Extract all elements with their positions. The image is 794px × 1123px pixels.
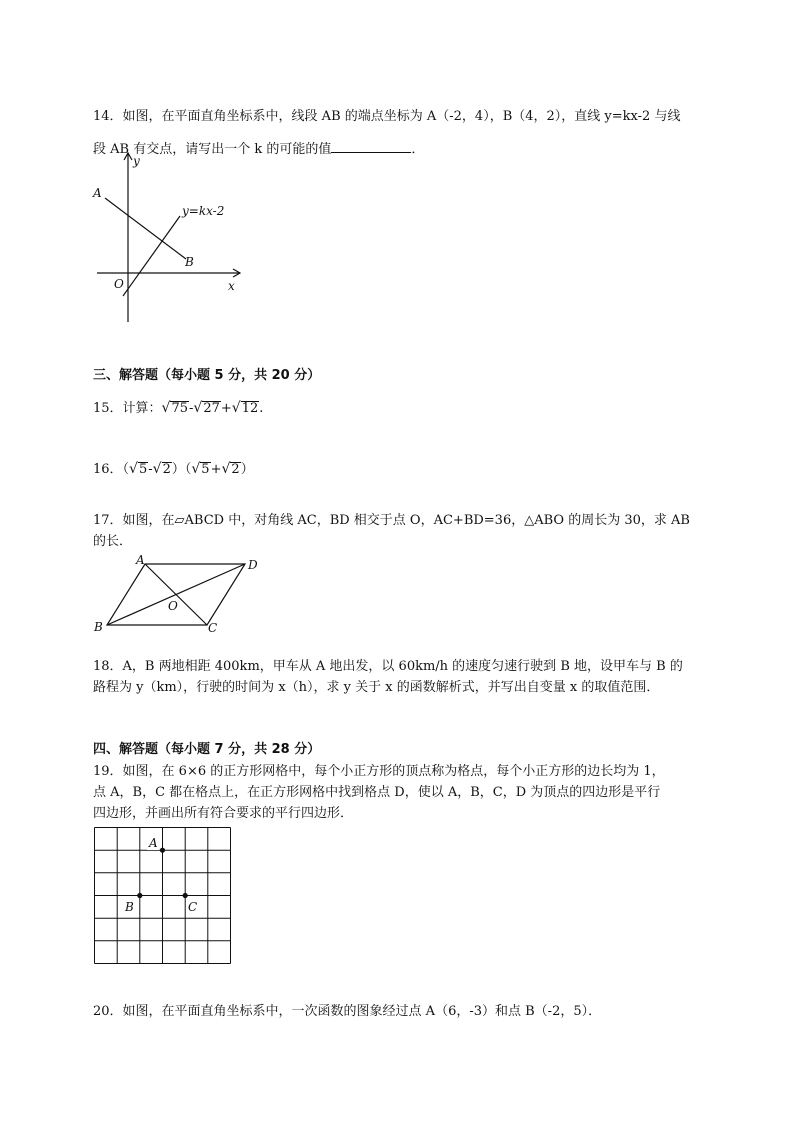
label-x: x bbox=[228, 279, 235, 293]
label-a: A bbox=[136, 553, 145, 567]
q15-line bbox=[93, 398, 263, 419]
section4-title: 四、解答题（每小题 7 分，共 28 分） bbox=[93, 742, 321, 757]
label-b: B bbox=[94, 620, 103, 634]
q15-radicand-1: 75 bbox=[171, 401, 189, 416]
section3-title: 三、解答题（每小题 5 分，共 20 分） bbox=[93, 368, 321, 383]
sqrt-icon: √ bbox=[161, 400, 171, 416]
q16-mid: ）（ bbox=[171, 462, 192, 477]
sqrt-icon: √ bbox=[193, 400, 203, 416]
label-o: O bbox=[168, 599, 178, 613]
segment-ab bbox=[105, 198, 186, 259]
q15-prefix: 15．计算： bbox=[93, 401, 162, 416]
sqrt-icon: √ bbox=[129, 461, 138, 477]
label-d: D bbox=[248, 558, 258, 572]
label-line: y=kx-2 bbox=[182, 204, 225, 218]
q15-radicand-2: 27 bbox=[203, 401, 220, 416]
q16-line bbox=[93, 459, 254, 480]
sqrt-icon: √ bbox=[191, 461, 201, 477]
sqrt-icon: √ bbox=[231, 400, 241, 416]
q15-op1: - bbox=[189, 401, 194, 416]
label-o: O bbox=[114, 277, 124, 291]
q17-line1: 17．如图，在▱ABCD 中，对角线 AC，BD 相交于点 O，AC+BD=36，△ABO 的周长为 30，求 AB bbox=[93, 513, 690, 528]
answer-blank bbox=[331, 138, 411, 153]
label-b: B bbox=[125, 900, 134, 914]
q18-line1: 18．A，B 两地相距 400km，甲车从 A 地出发，以 60km/h 的速度匀速行驶到 B 地，设甲车与 B 的 bbox=[93, 659, 683, 674]
point-c bbox=[183, 893, 188, 898]
label-a: A bbox=[149, 836, 158, 850]
q16-prefix: 16．（ bbox=[93, 462, 130, 477]
point-a bbox=[160, 848, 165, 853]
sqrt-icon: √ bbox=[221, 461, 231, 477]
q15-op2: + bbox=[220, 401, 232, 416]
q16-radicand-1: 5 bbox=[138, 462, 148, 477]
q20-line1: 20．如图，在平面直角坐标系中，一次函数的图象经过点 A（6，-3）和点 B（-2，5）． bbox=[93, 1004, 602, 1019]
q19-line2: 点 A，B，C 都在格点上，在正方形网格中找到格点 D，使以 A，B，C，D 为顶点的四边形是平行 bbox=[93, 785, 661, 800]
label-c: C bbox=[188, 900, 198, 914]
q19-line3: 四边形，并画出所有符合要求的平行四边形． bbox=[93, 806, 354, 821]
q14-line2-end: ． bbox=[411, 142, 425, 157]
diagonal-bd bbox=[107, 564, 245, 625]
q14-line1: 14．如图，在平面直角坐标系中，线段 AB 的端点坐标为 A（-2，4），B（4，2），直线 y=kx-2 与线 bbox=[93, 109, 681, 124]
q18-line2: 路程为 y（km），行驶的时间为 x（h），求 y 关于 x 的函数解析式，并写出自变量 x 的取值范围． bbox=[93, 680, 660, 695]
q19-grid-figure bbox=[94, 827, 232, 965]
q16-op1: - bbox=[148, 462, 153, 477]
q16-op2: + bbox=[210, 462, 222, 477]
q19-line1: 19．如图，在 6×6 的正方形网格中，每个小正方形的顶点称为格点，每个小正方形的边长均为 1， bbox=[93, 764, 665, 779]
q16-radicand-3: 5 bbox=[201, 462, 210, 477]
q14-coordinate-figure bbox=[80, 150, 250, 330]
q16-radicand-4: 2 bbox=[231, 462, 240, 477]
line-y-kx-2 bbox=[123, 216, 180, 296]
q15-end: . bbox=[259, 401, 264, 416]
label-c: C bbox=[208, 621, 218, 635]
point-b bbox=[137, 893, 142, 898]
q17-parallelogram-figure bbox=[90, 552, 270, 637]
q14-line2-text: 段 AB 有交点，请写出一个 k 的可能的值 bbox=[93, 142, 332, 157]
q16-end: ） bbox=[240, 462, 254, 477]
label-y: y bbox=[133, 154, 140, 168]
q17-line2: 的长． bbox=[93, 534, 133, 549]
q16-radicand-2: 2 bbox=[162, 462, 171, 477]
label-b: B bbox=[185, 255, 194, 269]
label-a: A bbox=[93, 186, 102, 200]
sqrt-icon: √ bbox=[152, 461, 162, 477]
q15-radicand-3: 12 bbox=[241, 401, 259, 416]
